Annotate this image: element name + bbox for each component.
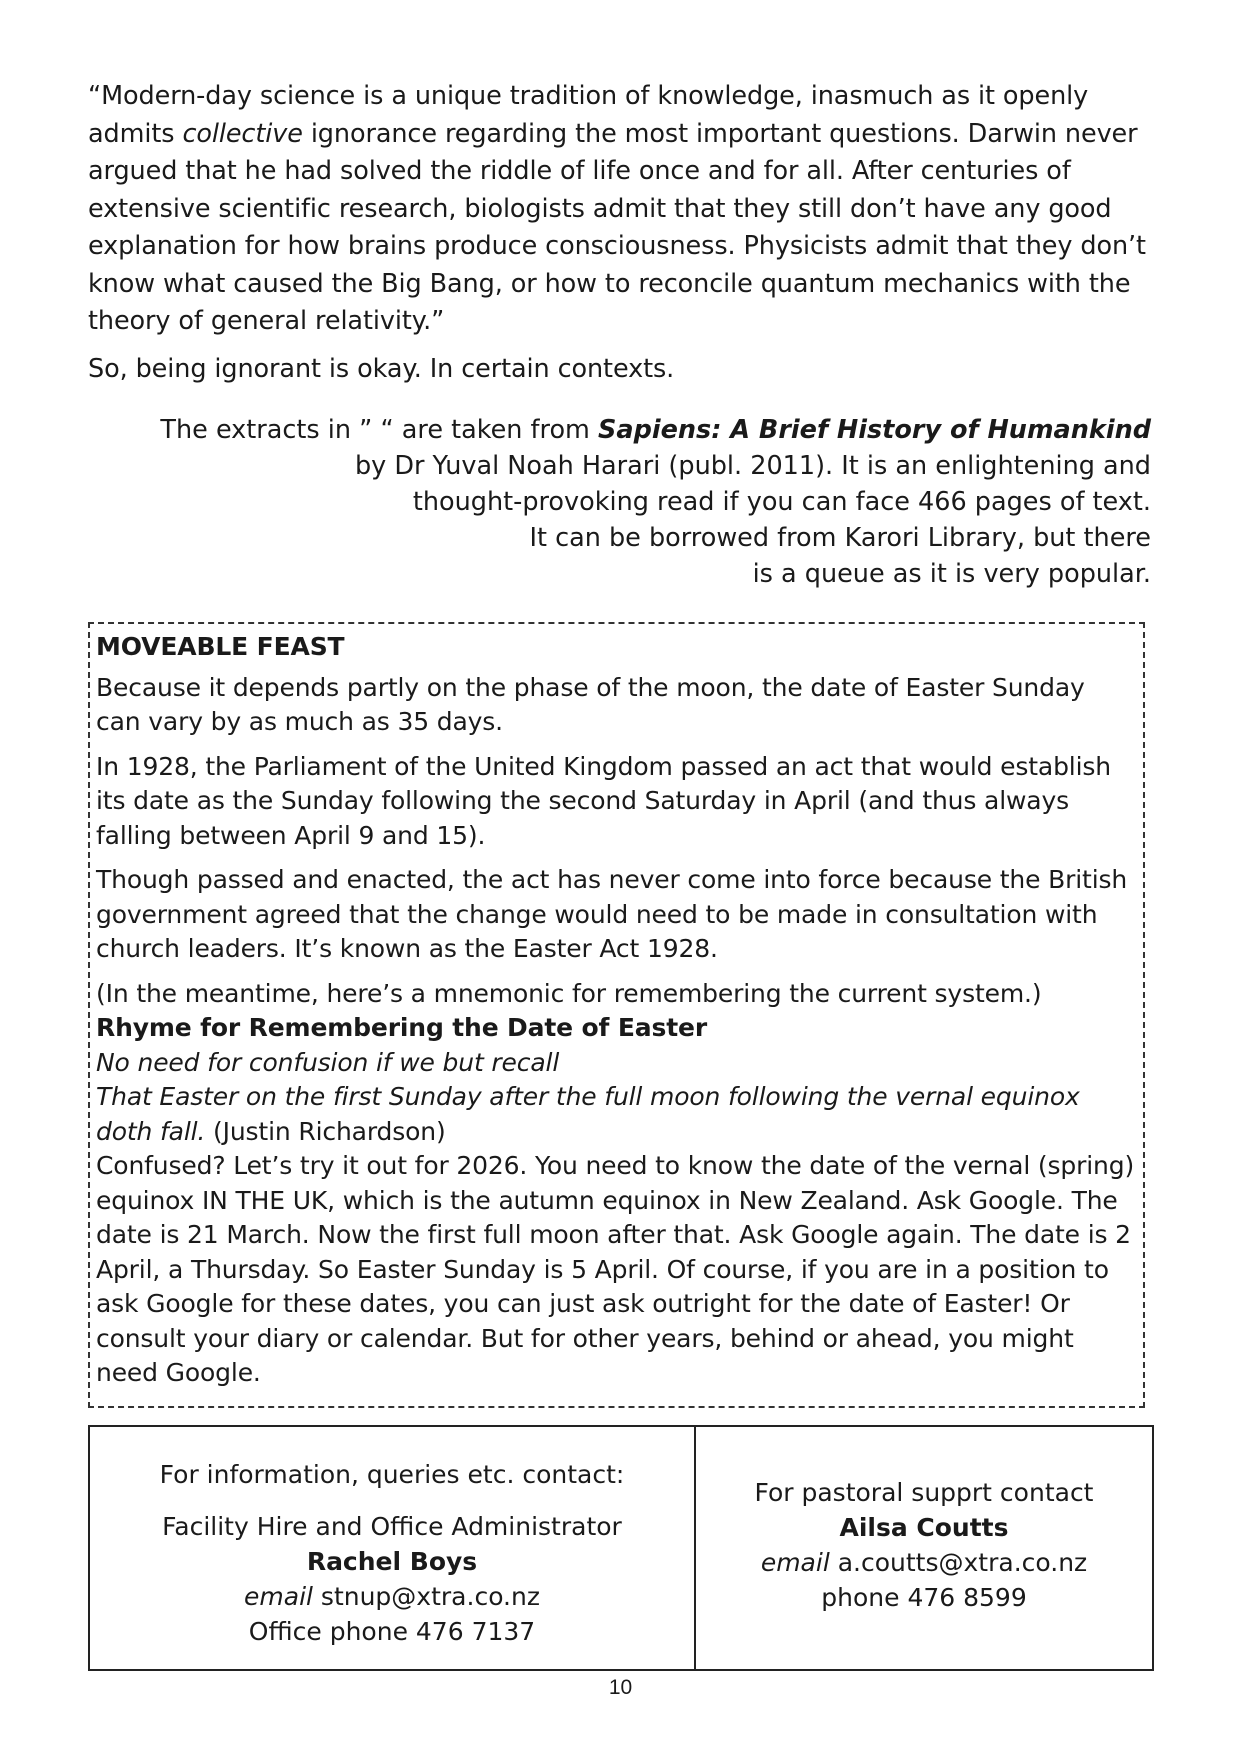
rhyme-author: (Justin Richardson) [205, 1116, 446, 1146]
quote-part-2: ignorance regarding the most important questions. Darwin never argued that he had solved the riddle of life once and for all. After centuries of extensive scientific research, biologists admit that they still don’t have any good explanation for how brains produce consciousness. Physicists admit that they don’t know what caused the Big Bang, or how to reconcile quantum mechanics with the theory of general relativity.” [88, 118, 1146, 336]
book-title: Sapiens: A Brief History of Humankind [598, 415, 1151, 445]
contact-table [88, 1425, 1154, 1671]
rhyme-line-2-text: That Easter on the first Sunday after the full moon following the vernal equinox doth fall. [96, 1082, 1080, 1146]
feast-paragraph-1: Because it depends partly on the phase of the moon, the date of Easter Sunday can vary by as much as 35 days. [96, 672, 1085, 736]
attribution-line-5: is a queue as it is very popular. [752, 559, 1151, 589]
pastoral-email-row [696, 1545, 1152, 1580]
sapiens-quote [88, 78, 1148, 341]
feast-paragraph-5: Confused? Let’s try it out for 2026. You need to know the date of the vernal (spring) equinox IN THE UK, which is the autumn equinox in New Zealand. Ask Google. The date is 21 March. Now the first full moon after that. Ask Google again. The date is 2 April, a Thursday. So Easter Sunday is 5 April. Of course, if you are in a position to ask Google for these dates, you can just ask outright for the date of Easter! Or consult your diary or calendar. But for other years, behind or ahead, you might need Google. [96, 1151, 1135, 1387]
office-phone: Office phone 476 7137 [248, 1617, 536, 1646]
office-name-row [90, 1544, 694, 1579]
attribution-line-4: It can be borrowed from Karori Library, but there [529, 523, 1151, 553]
office-role: Facility Hire and Office Administrator [162, 1512, 622, 1541]
feast-paragraph-3: Though passed and enacted, the act has never come into force because the British government agreed that the change would need to be made in consultation with church leaders. It’s known as the Easter Act 1928. [96, 865, 1128, 963]
office-contact-name: Rachel Boys [306, 1547, 478, 1576]
attribution-line-1 [88, 412, 1151, 448]
attribution-line-2: by Dr Yuval Noah Harari (publ. 2011). It is an enlightening and [354, 451, 1151, 481]
attribution-line-3: thought-provoking read if you can face 466 pages of text. [412, 487, 1151, 517]
pastoral-email[interactable]: a.coutts@xtra.co.nz [829, 1548, 1088, 1577]
rhyme-line-2 [96, 1080, 1135, 1149]
feast-heading: MOVEABLE FEAST [96, 632, 345, 661]
feast-paragraph-2: In 1928, the Parliament of the United Kingdom passed an act that would establish its date as the Sunday following the second Saturday in April (and thus always falling between April 9 and 15). [96, 751, 1111, 850]
pastoral-email-label: email [760, 1548, 830, 1577]
rhyme-title: Rhyme for Remembering the Date of Easter [96, 1013, 708, 1042]
page-number: 10 [608, 1676, 633, 1699]
feast-paragraph-4: (In the meantime, here’s a mnemonic for remembering the current system.) [96, 978, 1042, 1008]
page-content [88, 78, 1153, 592]
office-email[interactable]: stnup@xtra.co.nz [312, 1582, 540, 1611]
author-comment: So, being ignorant is okay. In certain contexts. [88, 353, 675, 384]
office-contact-intro: For information, queries etc. contact: [159, 1460, 625, 1489]
office-email-label: email [244, 1582, 313, 1611]
moveable-feast-box [88, 622, 1145, 1408]
rhyme-line-1-text: No need for confusion if we but recall [96, 1047, 560, 1077]
pastoral-contact-intro: For pastoral supprt contact [754, 1478, 1094, 1507]
attribution-prefix: The extracts in ” “ are taken from [160, 415, 599, 445]
pastoral-name-row [696, 1510, 1152, 1545]
quote-part-1: “Modern-day science is a unique tradition of knowledge, inasmuch as it openly admits [88, 81, 1089, 149]
quote-emphasis: collective [182, 118, 303, 149]
office-contact [90, 1427, 696, 1669]
pastoral-contact [696, 1427, 1152, 1669]
book-attribution [88, 412, 1153, 592]
office-email-row [90, 1579, 694, 1614]
pastoral-contact-name: Ailsa Coutts [839, 1513, 1009, 1542]
rhyme-line-1 [96, 1046, 1135, 1081]
pastoral-phone: phone 476 8599 [821, 1583, 1027, 1612]
